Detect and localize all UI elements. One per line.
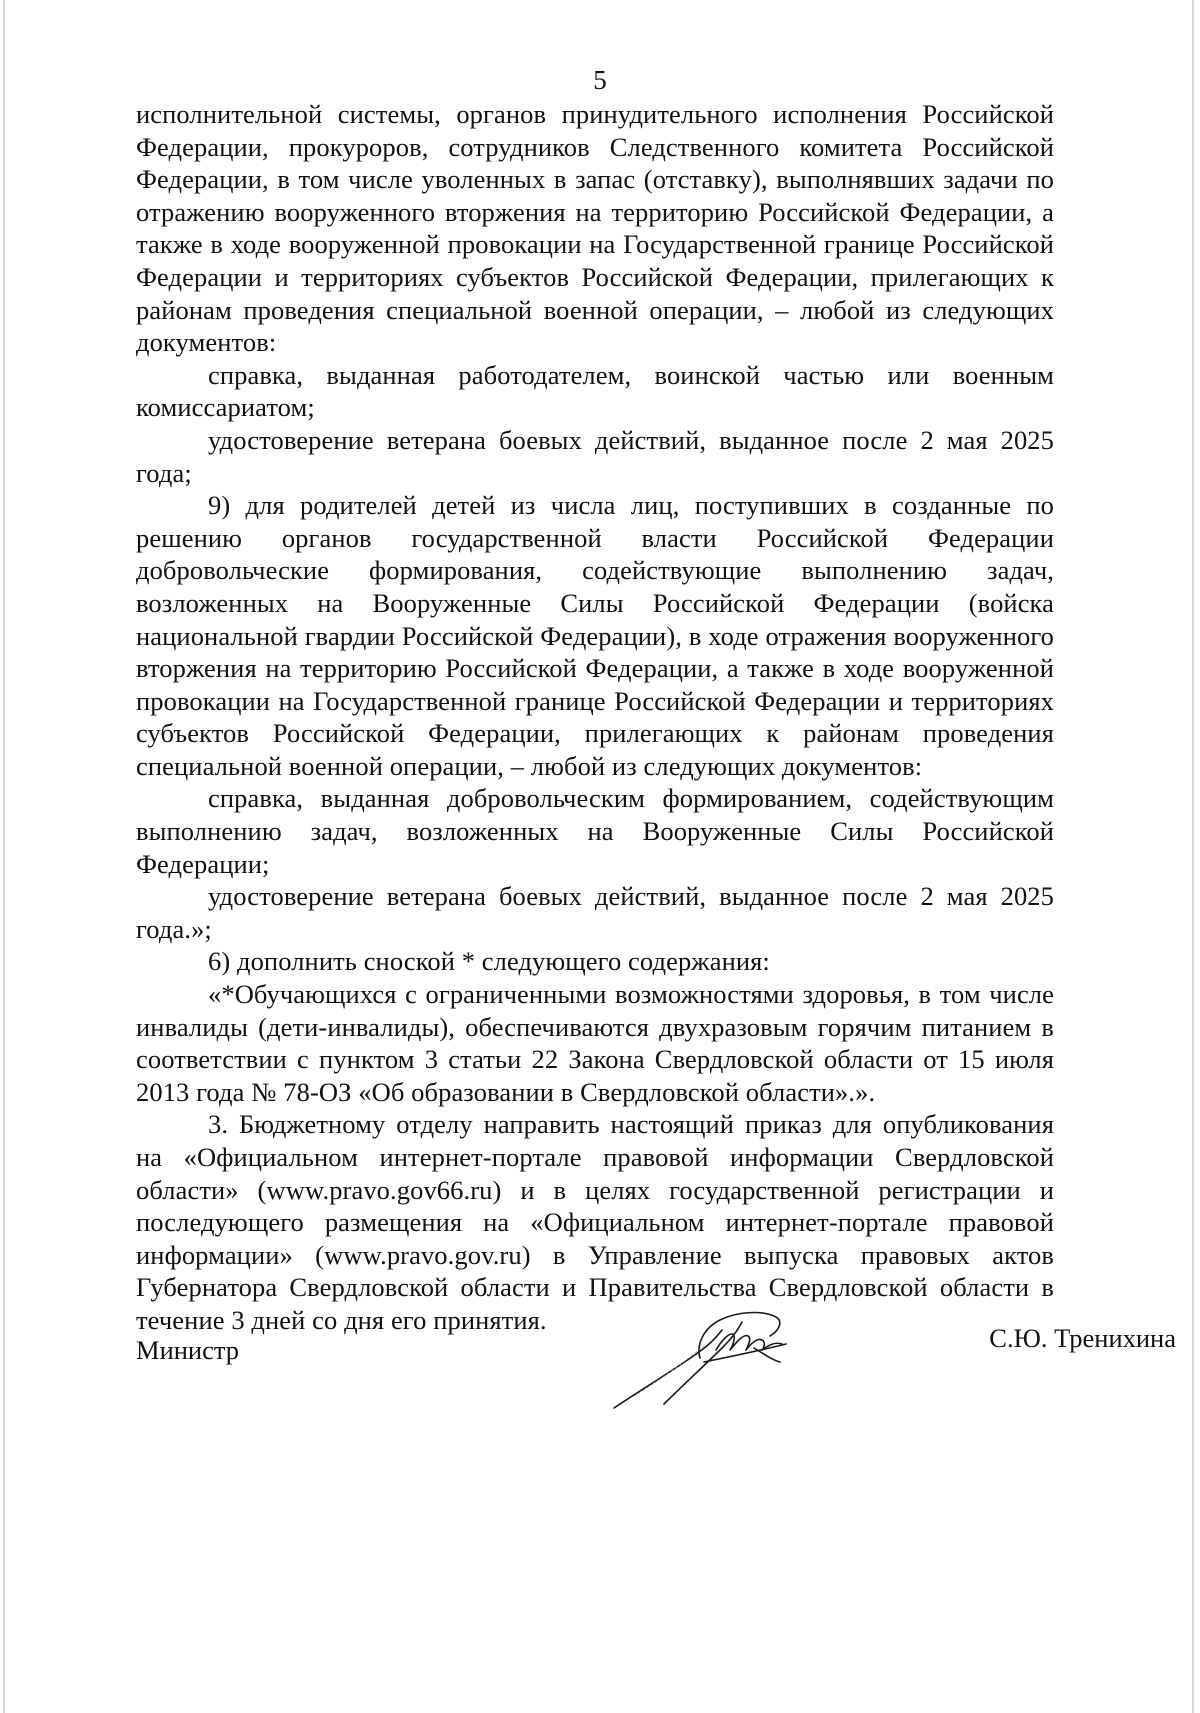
scan-edge-right: [1192, 0, 1194, 1713]
paragraph-6: удостоверение ветерана боевых действий, выданное после 2 мая 2025 года.»;: [136, 881, 1054, 944]
paragraph-7: 6) дополнить сноской * следующего содержания:: [208, 946, 770, 977]
page-number: 5: [593, 65, 607, 95]
paragraph-3: удостоверение ветерана боевых действий, выданное после 2 мая 2025 года;: [136, 424, 1054, 488]
signatory-name: С.Ю. Тренихина: [989, 1323, 1176, 1353]
paragraph-2: справка, выданная работодателем, воинской частью или военным комиссариатом;: [136, 359, 1054, 423]
signature-block: [136, 1300, 1176, 1420]
paragraph-5: справка, выданная добровольческим формированием, содействующим выполнению задач, возложенных на Вооруженные Силы Российской Федерации;: [136, 783, 1054, 879]
paragraph-1: исполнительной системы, органов принудительного исполнения Российской Федерации, прокуроров, сотрудников Следственного комитета Российской Федерации, в том числе уволенных в запас (отставку), выполнявших задачи по отражению вооруженного вторжения на территорию Российской Федерации, а также в ходе вооруженной провокации на Государственной границе Российской Федерации и территориях субъектов Российской Федерации, прилегающих к районам проведения специальной военной операции, – любой из следующих документов:: [136, 99, 1054, 358]
scan-edge-left: [3, 0, 5, 1713]
paragraph-8: «*Обучающихся с ограниченными возможностями здоровья, в том числе инвалиды (дети-инвалиды), обеспечиваются двухразовым горячим питанием в соответствии с пунктом 3 статьи 22 Закона Свердловской области от 15 июля 2013 года № 78-ОЗ «Об образовании в Свердловской области».».: [136, 979, 1054, 1107]
paragraph-4: 9) для родителей детей из числа лиц, поступивших в созданные по решению органов государственной власти Российской Федерации добровольческие формирования, содействующие выполнению задач, возложенных на Вооруженные Силы Российской Федерации (войска национальной гвардии Российской Федерации), в ходе отражения вооруженного вторжения на территорию Российской Федерации, а также в ходе вооруженной провокации на Государственной границе Российской Федерации и территориях субъектов Российской Федерации, прилегающих к районам проведения специальной военной операции, – любой из следующих документов:: [136, 490, 1054, 781]
paragraph-9: 3. Бюджетному отделу направить настоящий приказ для опубликования на «Официальном интернет-портале правовой информации Свердловской области» (www.pravo.gov66.ru) и в целях государственной регистрации и последующего размещения на «Официальном интернет-портале правовой информации» (www.pravo.gov.ru) в Управление выпуска правовых актов Губернатора Свердловской области и Правительства Свердловской области в течение 3 дней со дня его принятия.: [136, 1109, 1054, 1335]
handwritten-signature-icon: [604, 1300, 804, 1412]
document-body: [136, 98, 1054, 1337]
signatory-title: Министр: [136, 1335, 240, 1365]
